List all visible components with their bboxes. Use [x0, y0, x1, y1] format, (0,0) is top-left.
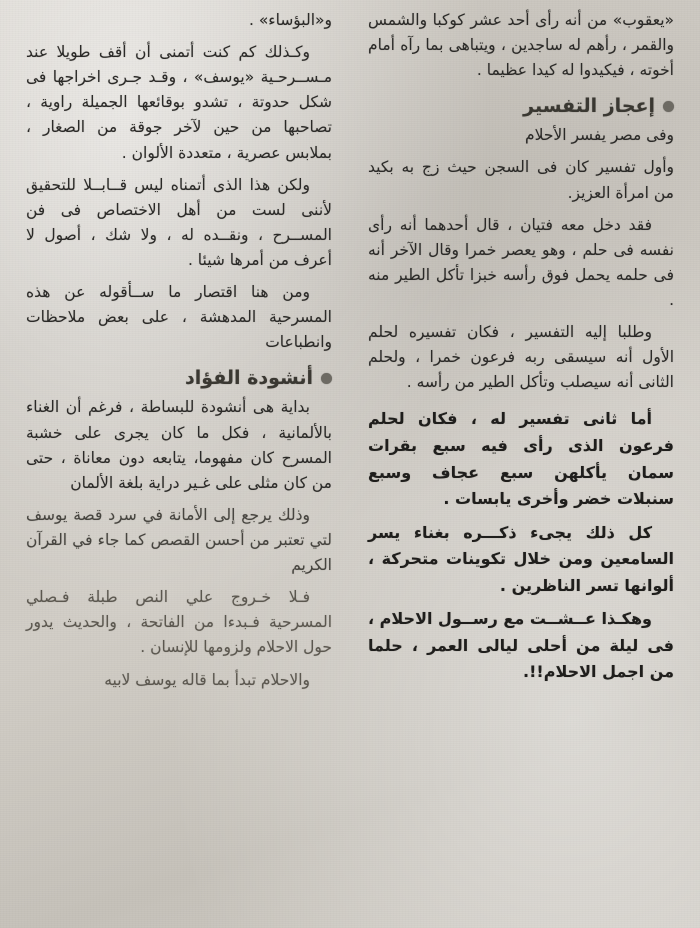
paragraph: والاحلام تبدأ بما قاله يوسف لابيه: [104, 670, 310, 689]
paragraph: وفى مصر يفسر الأحلام: [525, 126, 674, 145]
paragraph: فـلا خـروج علي النص طبلة فـصلي المسرحية فـبدءا من الفاتحة ، والحديث يدور حول الاحلام ولزومها للإنسان .: [26, 588, 332, 657]
right-text-column: [350, 8, 686, 922]
paragraph-bold: كل ذلك يجىء ذكـــره بغناء يسر السامعين ومن خلال تكوينات متحركة ، ألوانها تسر الناظرين .: [368, 522, 674, 595]
paragraph-bold: وهكـذا عــشــت مع رســول الاحلام ، فى ليلة من أحلى ليالى العمر ، حلما من اجمل الاحلام!!.: [368, 609, 674, 682]
section-heading-label: إعجاز التفسير: [523, 95, 655, 118]
paragraph: وأول تفسير كان فى السجن حيث زج به بكيد من امرأة العزيز.: [368, 158, 674, 202]
paragraph: ولكن هذا الذى أتمناه ليس قــابــلا للتحقيق لأننى لست من أهل الاختصاص فى فن المســرح ، ونقــده له ، ولا شك ، أصول لا أعرف من أمرها شيئا .: [26, 175, 332, 269]
paragraph-bold: أما ثانى تفسير له ، فكان لحلم فرعون الذى رأى فيه سبع بقرات سمان يأكلهن سبع عجاف وسبع سنبلات خضر وأخرى يابسات .: [368, 409, 674, 509]
paragraph: و«البؤساء» .: [248, 11, 332, 29]
left-text-column: [14, 8, 350, 922]
paragraph: وكـذلك كم كنت أتمنى أن أقف طويلا عند مـســرحـية «يوسف» ، وقـد جـرى اخراجها فى شكل حدوتة ، تشدو بوقائعها الجميلة راوية ، تصاحبها من حين لآخر جوقة من الصغار ، بملابس عصرية ، متعددة الألوان .: [26, 43, 332, 162]
bullet-icon: [663, 101, 674, 112]
paragraph: ومن هنا اقتصار ما ســأقوله عن هذه المسرحية المدهشة ، على بعض ملاحظات وانطباعات: [26, 283, 332, 352]
section-heading-label: أنشودة الفؤاد: [185, 367, 313, 390]
paragraph: «يعقوب» من أنه رأى أحد عشر كوكبا والشمس والقمر ، رأهم له ساجدين ، ويتباهى بما رآه أمام أخوته ، فيكيدوا له كيدا عظيما .: [368, 11, 674, 80]
paragraph: بداية هى أنشودة للبساطة ، فرغم أن الغناء بالألمانية ، فكل ما كان يجرى على خشبة المسرح كان مفهوما، يتابعه دون معاناة ، حتى من كان مثلى على غـير دراية بلغة الألمان: [26, 398, 332, 492]
section-heading-ijaz-altafsir: [368, 95, 674, 117]
bullet-icon: [321, 373, 332, 384]
paragraph: فقد دخل معه فتيان ، قال أحدهما أنه رأى نفسه فى حلم ، وهو يعصر خمرا وقال الآخر أنه فى حلمه يحمل فوق رأسه خبزا تأكل الطير منه .: [368, 215, 674, 309]
section-heading-unshudat-alfuad: [26, 367, 332, 389]
paragraph: وطلبا إليه التفسير ، فكان تفسيره لحلم الأول أنه سيسقى ربه فرعون خمرا ، ولحلم الثانى أنه سيصلب وتأكل الطير من رأسه .: [368, 323, 674, 392]
paragraph: وذلك يرجع إلى الأمانة في سرد قصة يوسف لتي تعتبر من أحسن القصص كما جاء في القرآن الكريم: [26, 505, 332, 575]
